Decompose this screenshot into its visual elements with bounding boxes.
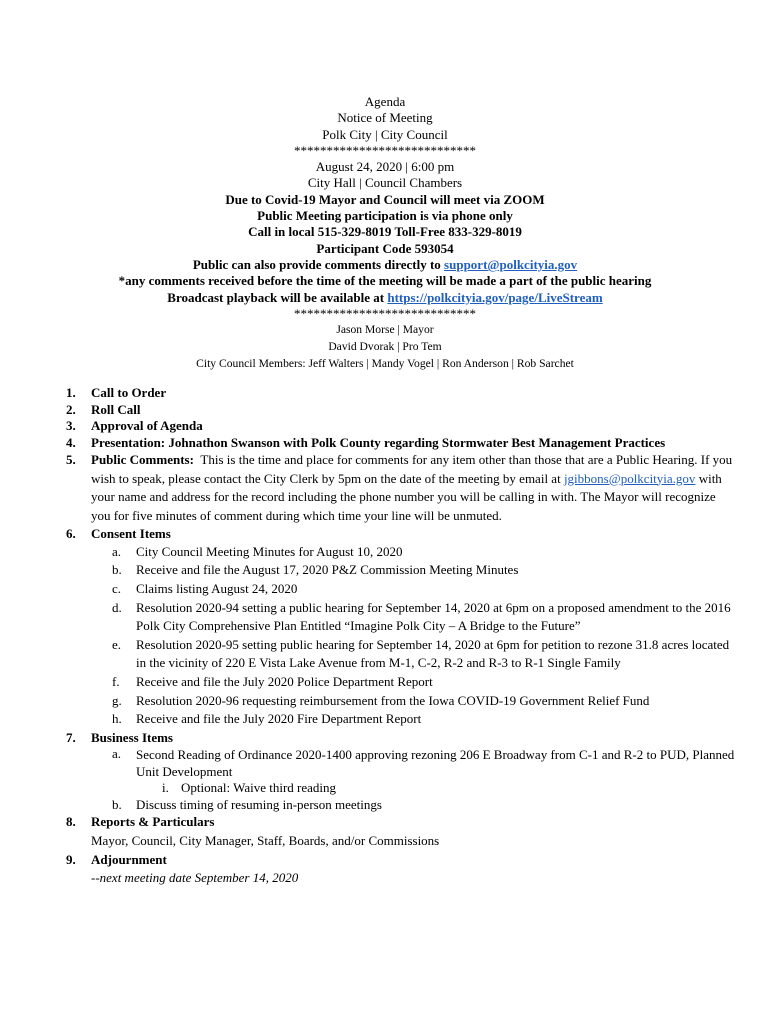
item-title: Public Comments: (91, 452, 194, 467)
sub-text: Receive and file the July 2020 Fire Department Report (136, 711, 422, 727)
agenda-title: Agenda (364, 94, 406, 109)
pro-tem-line: David Dvorak | Pro Tem (328, 339, 442, 353)
consent-sub-item (66, 599, 736, 636)
agenda-item (66, 385, 736, 402)
playback-line (0, 290, 770, 306)
agenda-item-public-comments (66, 451, 736, 525)
item-number: 4. (66, 434, 76, 450)
item-title: Reports & Particulars (91, 814, 215, 830)
reports-text: Mayor, Council, City Manager, Staff, Boards, and/or Commissions (91, 832, 440, 848)
sub-roman: i. (162, 780, 169, 796)
agenda-list (66, 385, 736, 888)
item-title: Call to Order (91, 385, 167, 400)
comments-prefix: Public can also provide comments directly to (192, 256, 445, 272)
consent-sub-item (66, 543, 736, 562)
public-comments-text-2: with your name and address for the record including the phone number you will be calling in with. The Mayor will recognize you for five minutes of comment during which time your line will be unmuted. (91, 470, 722, 523)
consent-sub-item (66, 673, 736, 692)
sub-letter: g. (112, 692, 122, 708)
agenda-item (66, 418, 736, 435)
agenda-item (66, 402, 736, 419)
sub-letter: d. (112, 599, 122, 615)
sub-text: Resolution 2020-95 setting public hearing for September 14, 2020 at 6pm for petition to rezone 31.8 acres located in the vicinity of 220 E Vista Lake Avenue from M-1, C-2, R-2 and R-3 to R-1 Single Family (136, 636, 730, 671)
next-meeting-text: --next meeting date September 14, 2020 (91, 870, 299, 886)
business-sub-item (66, 746, 736, 780)
governing-body: Polk City | City Council (322, 126, 448, 142)
sub-letter: a. (112, 746, 122, 762)
item-number: 5. (66, 452, 76, 467)
comments-note: *any comments received before the time of the meeting will be made a part of the public hearing (118, 273, 652, 289)
participant-code: Participant Code 593054 (316, 240, 454, 256)
sub-letter: e. (112, 636, 122, 652)
sub-text: Claims listing August 24, 2020 (136, 581, 298, 597)
agenda-item-adjournment (66, 851, 736, 888)
sub-letter: b. (112, 796, 122, 812)
agenda-item-reports (66, 813, 736, 850)
council-members-line: City Council Members: Jeff Walters | Mandy Vogel | Ron Anderson | Rob Sarchet (196, 356, 574, 370)
sub-text: Receive and file the August 17, 2020 P&Z Commission Meeting Minutes (136, 562, 519, 578)
sub-text: City Council Meeting Minutes for August 10, 2020 (136, 543, 403, 559)
agenda-item (66, 435, 736, 452)
consent-sub-item (66, 561, 736, 580)
consent-sub-item (66, 580, 736, 599)
item-title: Consent Items (91, 526, 171, 542)
divider-2: **************************** (294, 305, 476, 321)
item-number: 2. (66, 401, 76, 417)
item-number: 7. (66, 729, 76, 745)
item-number: 6. (66, 526, 76, 542)
item-title: Adjournment (91, 851, 167, 867)
divider: **************************** (294, 142, 476, 158)
call-in-numbers: Call in local 515-329-8019 Toll-Free 833-329-8019 (248, 224, 522, 240)
livestream-link[interactable]: https://polkcityia.gov/page/LiveStream (387, 289, 603, 305)
sub-letter: a. (112, 543, 122, 559)
consent-sub-item (66, 710, 736, 729)
sub-letter: c. (112, 581, 122, 597)
item-number: 3. (66, 418, 76, 433)
business-sub-item (66, 797, 736, 814)
agenda-item-consent (66, 526, 736, 543)
item-title: Presentation: Johnathon Swanson with Polk County regarding Stormwater Best Management Practices (91, 434, 666, 450)
sub-text: Resolution 2020-94 setting a public hearing for September 14, 2020 at 6pm on a proposed amendment to the 2016 Polk City Comprehensive Plan Entitled “Imagine Polk City – A Bridge to the Future” (136, 599, 731, 634)
item-title: Roll Call (91, 401, 141, 417)
sub-text: Optional: Waive third reading (181, 780, 337, 796)
mayor-line: Jason Morse | Mayor (336, 323, 434, 337)
sub-letter: f. (112, 674, 120, 690)
phone-only-notice: Public Meeting participation is via phone only (257, 208, 513, 224)
meeting-location: City Hall | Council Chambers (307, 175, 463, 191)
item-title: Approval of Agenda (91, 418, 203, 433)
support-email-link[interactable]: support@polkcityia.gov (444, 256, 578, 272)
notice-subtitle: Notice of Meeting (337, 110, 433, 126)
playback-prefix: Broadcast playback will be available at (167, 289, 388, 305)
clerk-email-link[interactable]: jgibbons@polkcityia.gov (563, 470, 696, 486)
agenda-item-business (66, 730, 736, 747)
meeting-header (0, 94, 770, 373)
meeting-date-time: August 24, 2020 | 6:00 pm (315, 159, 455, 175)
sub-text: Discuss timing of resuming in-person meetings (136, 796, 382, 812)
sub-text: Receive and file the July 2020 Police Department Report (136, 674, 433, 690)
item-number: 8. (66, 814, 76, 830)
public-comments-text: This is the time and place for comments for any item other than those that are a Public Hearing. If you wish to speak, please contact the City Clerk by 5pm on the date of the meeting by email at (91, 452, 733, 486)
business-sub-sub-item (66, 780, 736, 797)
consent-sub-item (66, 636, 736, 673)
sub-text: Second Reading of Ordinance 2020-1400 approving rezoning 206 E Broadway from C-1 and R-2 to PUD, Planned Unit Development (136, 747, 735, 779)
sub-text: Resolution 2020-96 requesting reimbursement from the Iowa COVID-19 Government Relief Fund (136, 692, 650, 708)
item-number: 1. (66, 385, 76, 400)
sub-letter: h. (112, 711, 122, 727)
zoom-notice: Due to Covid-19 Mayor and Council will meet via ZOOM (225, 191, 545, 207)
sub-letter: b. (112, 562, 122, 578)
item-title: Business Items (91, 729, 173, 745)
consent-sub-item (66, 692, 736, 711)
comments-line (0, 257, 770, 273)
item-number: 9. (66, 851, 76, 867)
